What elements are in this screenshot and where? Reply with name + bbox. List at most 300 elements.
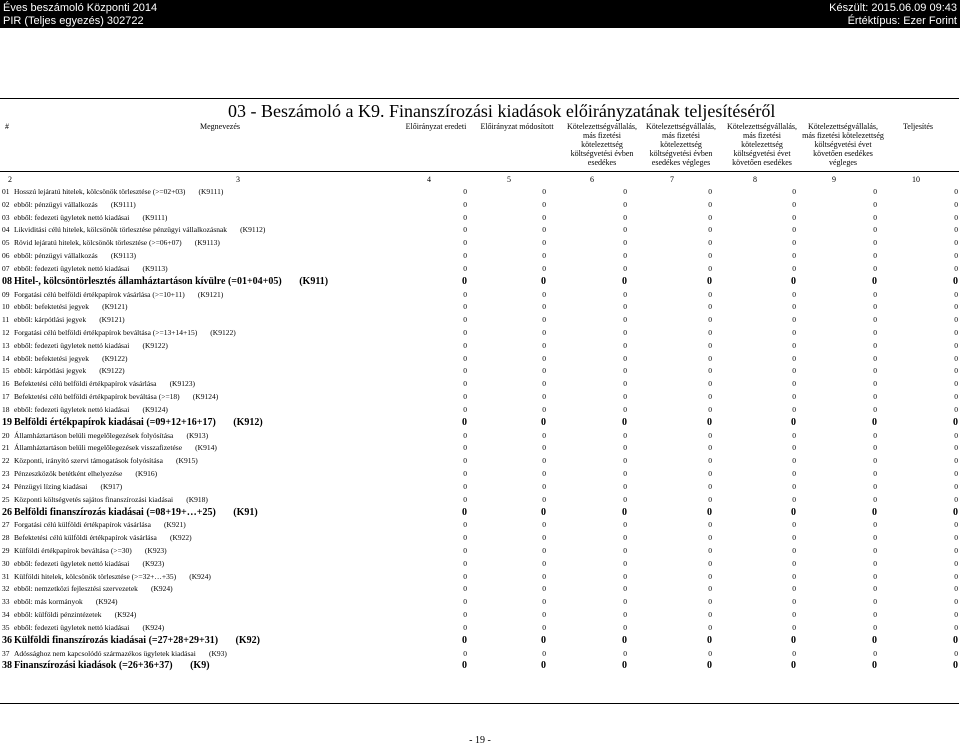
row-value: 0 — [954, 469, 958, 479]
table-row — [0, 441, 959, 454]
row-value: 0 — [792, 571, 796, 581]
row-value: 0 — [792, 289, 796, 299]
row-value: 0 — [792, 302, 796, 312]
row-value: 0 — [954, 481, 958, 491]
table-row — [0, 377, 959, 390]
row-number: 28 — [2, 533, 10, 543]
row-value: 0 — [873, 379, 877, 389]
header-name: Megnevezés — [200, 122, 240, 131]
row-value: 0 — [623, 494, 627, 504]
header-divider — [0, 171, 959, 172]
row-value: 0 — [954, 225, 958, 235]
row-value: 0 — [463, 263, 467, 273]
row-number: 18 — [2, 404, 10, 414]
table-row — [0, 339, 959, 352]
row-value: 0 — [872, 660, 877, 672]
table-row — [0, 352, 959, 365]
row-number: 19 — [2, 416, 12, 428]
column-number: 4 — [427, 175, 431, 184]
row-value: 0 — [542, 584, 546, 594]
row-value: 0 — [623, 558, 627, 568]
row-label: Rövid lejáratú hitelek, kölcsönök törlesztése (>=06+07) (K9113) — [14, 238, 220, 248]
row-label: ebből: befektetési jegyek (K9122) — [14, 353, 128, 363]
table-row — [0, 429, 959, 442]
row-label: Államháztartáson belüli megelőlegezések folyósítása (K913) — [14, 430, 209, 440]
row-label: ebből: pénzügyi vállalkozás (K9113) — [14, 251, 136, 261]
row-value: 0 — [792, 443, 796, 453]
row-value: 0 — [463, 379, 467, 389]
table-row-total — [0, 659, 959, 672]
row-value: 0 — [542, 481, 546, 491]
table-row — [0, 249, 959, 262]
row-value: 0 — [623, 584, 627, 594]
row-value: 0 — [623, 622, 627, 632]
row-value: 0 — [542, 404, 546, 414]
row-value: 0 — [708, 263, 712, 273]
row-value: 0 — [792, 545, 796, 555]
row-value: 0 — [463, 571, 467, 581]
row-value: 0 — [463, 353, 467, 363]
row-value: 0 — [792, 238, 796, 248]
table-row — [0, 185, 959, 198]
row-number: 27 — [2, 520, 10, 530]
row-value: 0 — [623, 481, 627, 491]
row-value: 0 — [463, 289, 467, 299]
row-value: 0 — [542, 610, 546, 620]
row-value: 0 — [463, 469, 467, 479]
row-value: 0 — [792, 328, 796, 338]
row-value: 0 — [873, 558, 877, 568]
row-value: 0 — [954, 584, 958, 594]
row-label: Külföldi hitelek, kölcsönök törlesztése (>=32+…+35) (K924) — [14, 571, 211, 581]
created-timestamp: Készült: 2015.06.09 09:43 — [829, 2, 957, 14]
row-value: 0 — [873, 187, 877, 196]
row-value: 0 — [463, 199, 467, 209]
row-value: 0 — [954, 520, 958, 530]
row-value: 0 — [542, 302, 546, 312]
row-number: 09 — [2, 289, 10, 299]
row-value: 0 — [791, 506, 796, 518]
header-original-appropriation: Előirányzat eredeti — [405, 122, 467, 131]
row-value: 0 — [463, 558, 467, 568]
table-row — [0, 364, 959, 377]
row-value: 0 — [792, 494, 796, 504]
row-value: 0 — [954, 456, 958, 466]
row-number: 07 — [2, 263, 10, 273]
row-label: Forgatási célú belföldi értékpapírok beváltása (>=13+14+15) (K9122) — [14, 328, 236, 338]
row-value: 0 — [708, 302, 712, 312]
row-value: 0 — [542, 199, 546, 209]
row-value: 0 — [708, 430, 712, 440]
row-value: 0 — [708, 379, 712, 389]
row-value: 0 — [708, 584, 712, 594]
row-value: 0 — [622, 660, 627, 672]
row-value: 0 — [462, 660, 467, 672]
row-value: 0 — [954, 302, 958, 312]
header-commitment-current-year-final: Kötelezettségvállalás, más fizetési kötelezettség költségvetési évben esedékes végleges — [646, 122, 716, 167]
row-value: 0 — [541, 634, 546, 646]
row-label: Központi költségvetés sajátos finanszírozási kiadásai (K918) — [14, 494, 208, 504]
row-value: 0 — [623, 392, 627, 402]
row-value: 0 — [708, 251, 712, 261]
row-number: 30 — [2, 558, 10, 568]
table-row — [0, 544, 959, 557]
row-value: 0 — [708, 225, 712, 235]
row-value: 0 — [708, 199, 712, 209]
row-value: 0 — [708, 328, 712, 338]
table-row-total — [0, 506, 959, 519]
row-value: 0 — [792, 379, 796, 389]
row-value: 0 — [623, 533, 627, 543]
row-value: 0 — [542, 494, 546, 504]
table-row — [0, 531, 959, 544]
row-number: 21 — [2, 443, 10, 453]
row-value: 0 — [463, 520, 467, 530]
row-value: 0 — [462, 275, 467, 287]
row-value: 0 — [873, 481, 877, 491]
row-value: 0 — [872, 634, 877, 646]
table-row — [0, 480, 959, 493]
header-commitment-following-years-final: Kötelezettségvállalás, más fizetési kötelezettség költségvetési évet követően esedékes végleges — [802, 122, 884, 167]
row-value: 0 — [954, 199, 958, 209]
row-value: 0 — [708, 610, 712, 620]
row-value: 0 — [873, 469, 877, 479]
row-number: 26 — [2, 506, 12, 518]
row-value: 0 — [463, 584, 467, 594]
row-number: 03 — [2, 212, 10, 222]
row-value: 0 — [791, 634, 796, 646]
row-value: 0 — [873, 494, 877, 504]
row-value: 0 — [708, 481, 712, 491]
row-value: 0 — [708, 469, 712, 479]
row-value: 0 — [707, 634, 712, 646]
row-value: 0 — [791, 660, 796, 672]
row-value: 0 — [707, 416, 712, 428]
row-value: 0 — [954, 328, 958, 338]
row-value: 0 — [708, 494, 712, 504]
row-value: 0 — [792, 315, 796, 325]
row-value: 0 — [953, 634, 958, 646]
row-number: 10 — [2, 302, 10, 312]
row-number: 33 — [2, 597, 10, 607]
report-name: Éves beszámoló Központi 2014 — [3, 2, 158, 14]
row-value: 0 — [792, 597, 796, 607]
row-value: 0 — [954, 622, 958, 632]
row-value: 0 — [954, 443, 958, 453]
row-value: 0 — [792, 251, 796, 261]
row-value: 0 — [463, 212, 467, 222]
row-value: 0 — [622, 416, 627, 428]
row-value: 0 — [463, 597, 467, 607]
row-value: 0 — [954, 648, 958, 658]
row-value: 0 — [623, 251, 627, 261]
row-value: 0 — [954, 494, 958, 504]
table-row — [0, 211, 959, 224]
row-value: 0 — [708, 648, 712, 658]
row-value: 0 — [463, 251, 467, 261]
row-value: 0 — [953, 506, 958, 518]
row-value: 0 — [873, 212, 877, 222]
row-value: 0 — [542, 366, 546, 376]
row-value: 0 — [708, 520, 712, 530]
row-label: Hitel-, kölcsöntörlesztés államháztartáson kívülre (=01+04+05) (K911) — [14, 275, 329, 287]
row-value: 0 — [873, 443, 877, 453]
row-value: 0 — [708, 212, 712, 222]
row-value: 0 — [873, 520, 877, 530]
table-row — [0, 621, 959, 634]
row-value: 0 — [954, 340, 958, 350]
row-number: 31 — [2, 571, 10, 581]
row-value: 0 — [954, 597, 958, 607]
row-value: 0 — [623, 430, 627, 440]
page-title: 03 - Beszámoló a K9. Finanszírozási kiadások előirányzatának teljesítéséről — [228, 101, 776, 121]
row-value: 0 — [463, 366, 467, 376]
row-value: 0 — [623, 520, 627, 530]
row-value: 0 — [623, 238, 627, 248]
row-value: 0 — [623, 302, 627, 312]
row-value: 0 — [463, 302, 467, 312]
row-value: 0 — [542, 443, 546, 453]
row-value: 0 — [542, 456, 546, 466]
row-value: 0 — [792, 392, 796, 402]
row-value: 0 — [873, 366, 877, 376]
table-row — [0, 403, 959, 416]
row-number: 29 — [2, 545, 10, 555]
column-number: 9 — [832, 175, 836, 184]
row-value: 0 — [623, 443, 627, 453]
row-value: 0 — [623, 263, 627, 273]
row-value: 0 — [954, 533, 958, 543]
row-value: 0 — [954, 366, 958, 376]
row-number: 06 — [2, 251, 10, 261]
row-value: 0 — [542, 571, 546, 581]
row-value: 0 — [542, 430, 546, 440]
row-value: 0 — [623, 456, 627, 466]
row-value: 0 — [463, 238, 467, 248]
row-number: 15 — [2, 366, 10, 376]
row-value: 0 — [708, 366, 712, 376]
row-value: 0 — [791, 275, 796, 287]
row-value: 0 — [622, 275, 627, 287]
row-value: 0 — [542, 315, 546, 325]
row-value: 0 — [623, 289, 627, 299]
row-value: 0 — [792, 366, 796, 376]
row-value: 0 — [623, 469, 627, 479]
row-value: 0 — [707, 275, 712, 287]
table-row — [0, 313, 959, 326]
row-value: 0 — [792, 481, 796, 491]
row-number: 08 — [2, 275, 12, 287]
row-value: 0 — [954, 289, 958, 299]
row-value: 0 — [708, 404, 712, 414]
row-label: Finanszírozási kiadások (=26+36+37) (K9) — [14, 660, 210, 672]
row-value: 0 — [792, 353, 796, 363]
row-value: 0 — [708, 238, 712, 248]
row-value: 0 — [542, 289, 546, 299]
row-label: ebből: befektetési jegyek (K9121) — [14, 302, 128, 312]
row-value: 0 — [463, 225, 467, 235]
row-value: 0 — [953, 416, 958, 428]
row-value: 0 — [792, 520, 796, 530]
row-number: 36 — [2, 634, 12, 646]
row-value: 0 — [542, 225, 546, 235]
row-value: 0 — [462, 416, 467, 428]
row-value: 0 — [792, 430, 796, 440]
row-value: 0 — [954, 353, 958, 363]
row-value: 0 — [792, 340, 796, 350]
row-label: Külföldi értékpapírok beváltása (>=30) (K923) — [14, 545, 167, 555]
table-row — [0, 223, 959, 236]
row-value: 0 — [541, 416, 546, 428]
row-label: Befektetési célú külföldi értékpapírok vásárlása (K922) — [14, 533, 192, 543]
report-table — [0, 98, 959, 704]
row-value: 0 — [623, 571, 627, 581]
row-label: Külföldi finanszírozás kiadásai (=27+28+29+31) (K92) — [14, 634, 260, 646]
table-row — [0, 236, 959, 249]
row-value: 0 — [623, 340, 627, 350]
row-value: 0 — [708, 315, 712, 325]
row-number: 05 — [2, 238, 10, 248]
row-number: 24 — [2, 481, 10, 491]
row-value: 0 — [792, 622, 796, 632]
header-hash: # — [5, 122, 9, 131]
row-value: 0 — [954, 610, 958, 620]
row-value: 0 — [708, 340, 712, 350]
column-number: 5 — [507, 175, 511, 184]
row-value: 0 — [707, 506, 712, 518]
row-value: 0 — [954, 263, 958, 273]
table-row — [0, 557, 959, 570]
row-number: 12 — [2, 328, 10, 338]
header-commitment-current-year: Kötelezettségvállalás, más fizetési kötelezettség költségvetési évben esedékes — [567, 122, 637, 167]
table-row — [0, 390, 959, 403]
table-row — [0, 467, 959, 480]
row-value: 0 — [873, 545, 877, 555]
row-value: 0 — [542, 353, 546, 363]
column-number: 7 — [670, 175, 674, 184]
row-number: 11 — [2, 315, 10, 325]
row-value: 0 — [463, 533, 467, 543]
row-value: 0 — [954, 392, 958, 402]
row-value: 0 — [792, 648, 796, 658]
row-value: 0 — [953, 275, 958, 287]
row-value: 0 — [792, 610, 796, 620]
row-value: 0 — [873, 238, 877, 248]
row-label: ebből: fedezeti ügyletek nettó kiadásai (K924) — [14, 622, 165, 632]
row-value: 0 — [708, 187, 712, 196]
row-value: 0 — [622, 634, 627, 646]
row-value: 0 — [954, 571, 958, 581]
row-label: ebből: fedezeti ügyletek nettó kiadásai (K9122) — [14, 340, 168, 350]
row-value: 0 — [873, 263, 877, 273]
row-label: ebből: kárpótlási jegyek (K9121) — [14, 315, 125, 325]
table-row — [0, 647, 959, 660]
row-value: 0 — [873, 404, 877, 414]
row-value: 0 — [542, 328, 546, 338]
header-commitment-following-years: Kötelezettségvállalás, más fizetési kötelezettség költségvetési évet követően esedékes — [727, 122, 797, 167]
row-value: 0 — [873, 648, 877, 658]
header-modified-appropriation: Előirányzat módosított — [480, 122, 554, 131]
row-value: 0 — [623, 545, 627, 555]
report-header-bar — [0, 0, 960, 28]
row-value: 0 — [541, 660, 546, 672]
row-value: 0 — [462, 506, 467, 518]
row-value: 0 — [872, 416, 877, 428]
row-value: 0 — [954, 251, 958, 261]
row-value: 0 — [623, 353, 627, 363]
table-row — [0, 570, 959, 583]
row-number: 32 — [2, 584, 10, 594]
row-value: 0 — [542, 187, 546, 196]
row-value: 0 — [542, 379, 546, 389]
row-value: 0 — [792, 225, 796, 235]
column-number: 6 — [590, 175, 594, 184]
row-value: 0 — [623, 610, 627, 620]
row-label: Központi, irányító szervi támogatások folyósítása (K915) — [14, 456, 198, 466]
row-value: 0 — [542, 545, 546, 555]
row-value: 0 — [792, 558, 796, 568]
row-value: 0 — [792, 584, 796, 594]
row-number: 13 — [2, 340, 10, 350]
row-value: 0 — [873, 622, 877, 632]
row-value: 0 — [542, 392, 546, 402]
row-value: 0 — [542, 520, 546, 530]
row-value: 0 — [708, 597, 712, 607]
row-value: 0 — [791, 416, 796, 428]
row-value: 0 — [623, 199, 627, 209]
row-value: 0 — [954, 430, 958, 440]
row-value: 0 — [708, 622, 712, 632]
table-row — [0, 582, 959, 595]
row-value: 0 — [707, 660, 712, 672]
row-value: 0 — [873, 456, 877, 466]
row-value: 0 — [708, 571, 712, 581]
table-row — [0, 608, 959, 621]
row-label: Forgatási célú belföldi értékpapírok vásárlása (>=10+11) (K9121) — [14, 289, 224, 299]
row-value: 0 — [873, 328, 877, 338]
row-number: 01 — [2, 187, 10, 196]
row-value: 0 — [623, 212, 627, 222]
row-value: 0 — [873, 353, 877, 363]
row-value: 0 — [792, 456, 796, 466]
row-label: Pénzügyi lízing kiadásai (K917) — [14, 481, 123, 491]
row-value: 0 — [954, 404, 958, 414]
row-value: 0 — [623, 379, 627, 389]
row-value: 0 — [463, 443, 467, 453]
row-value: 0 — [463, 328, 467, 338]
row-value: 0 — [708, 558, 712, 568]
row-value: 0 — [872, 506, 877, 518]
table-row — [0, 300, 959, 313]
row-number: 23 — [2, 469, 10, 479]
row-number: 25 — [2, 494, 10, 504]
row-label: Belföldi értékpapírok kiadásai (=09+12+16+17) (K912) — [14, 416, 263, 428]
row-value: 0 — [463, 648, 467, 658]
row-value: 0 — [954, 558, 958, 568]
row-number: 37 — [2, 648, 10, 658]
row-value: 0 — [792, 263, 796, 273]
row-value: 0 — [463, 610, 467, 620]
report-id: PIR (Teljes egyezés) 302722 — [3, 15, 144, 27]
row-value: 0 — [873, 302, 877, 312]
row-value: 0 — [954, 238, 958, 248]
row-value: 0 — [708, 456, 712, 466]
row-value: 0 — [873, 225, 877, 235]
row-value: 0 — [463, 622, 467, 632]
row-label: ebből: fedezeti ügyletek nettó kiadásai (K9111) — [14, 212, 168, 222]
row-value: 0 — [873, 597, 877, 607]
row-value: 0 — [872, 275, 877, 287]
